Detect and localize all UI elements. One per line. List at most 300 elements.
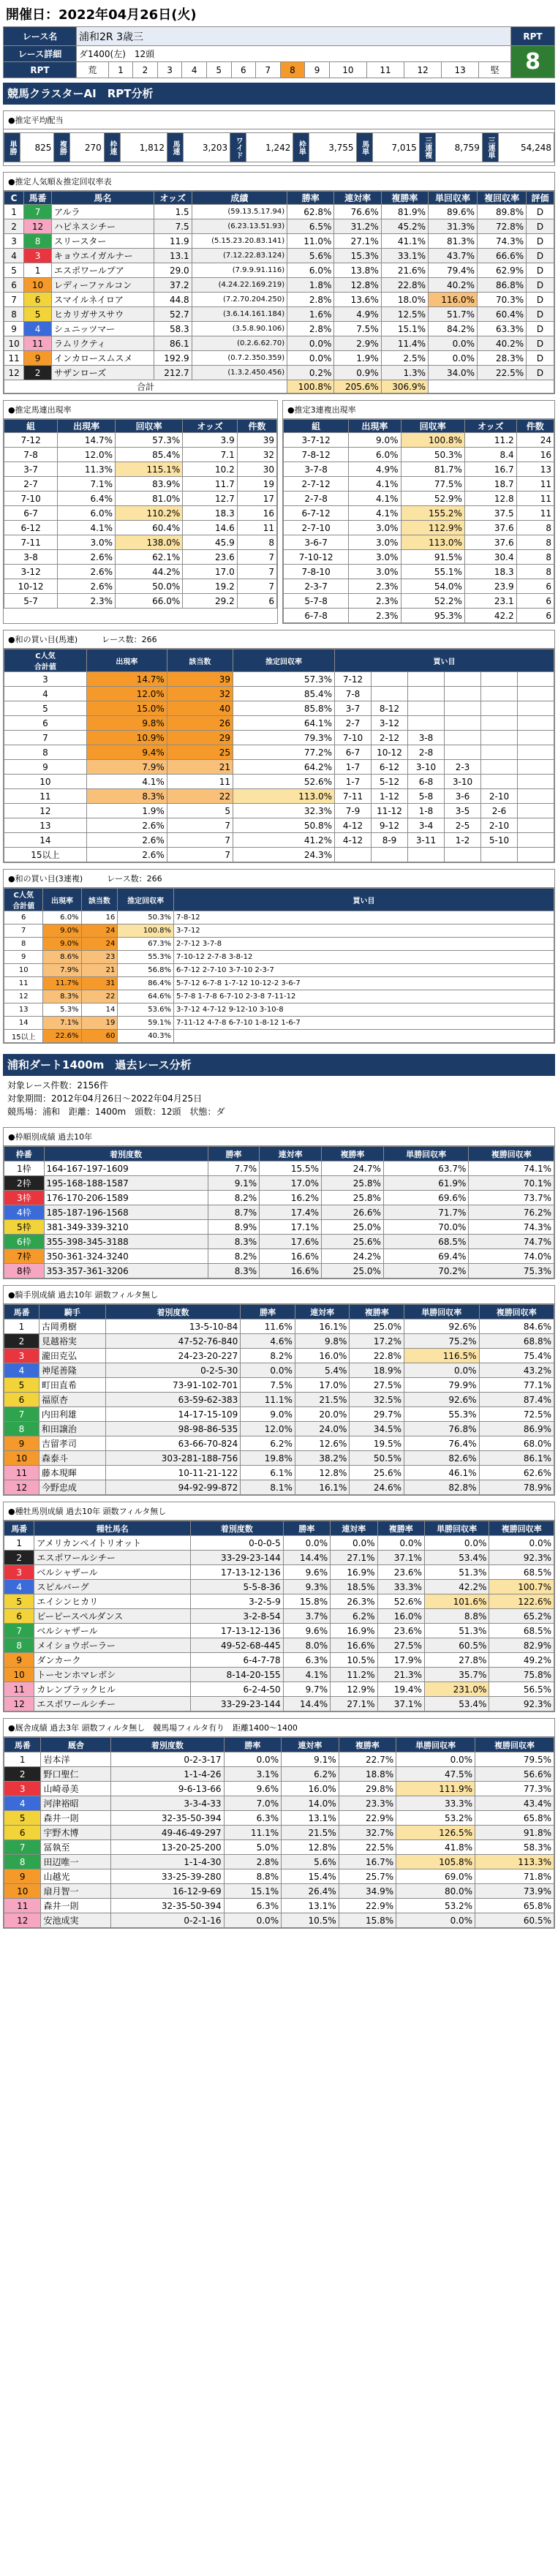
waku-cell: 8.3%: [208, 1264, 260, 1278]
sire-cell: 5: [4, 1594, 34, 1609]
table-row: [4, 1319, 554, 1334]
san-cell: 16.7: [464, 462, 516, 477]
san-cell: 77.5%: [401, 477, 464, 492]
table-row: [4, 1580, 554, 1594]
tan-cell: 17.0: [183, 565, 238, 579]
san-cell: 24: [516, 433, 554, 448]
san-cell: 3-6-7: [284, 535, 349, 550]
table-row: [4, 278, 554, 293]
comb2-cell: 7: [4, 924, 43, 938]
tan-cell: 7-12: [4, 433, 58, 448]
table-row: [4, 1161, 554, 1176]
payout-label: 三連複: [419, 133, 435, 162]
comb1-bet: 2-7: [335, 716, 372, 731]
tan-cell: 2.3%: [58, 594, 116, 609]
pop-cell: 37.2: [154, 278, 192, 293]
rpt-head: RPT: [511, 27, 555, 46]
trainer-cell: 1-1-4-26: [111, 1767, 224, 1782]
tan-cell: 32: [237, 448, 276, 462]
payout-value: 54,248: [498, 133, 554, 162]
pop-cell: 60.4%: [478, 307, 527, 322]
trainer-cell: 5: [4, 1811, 41, 1826]
jockey-cell: 21.5%: [295, 1393, 350, 1407]
comb1-bet: [445, 716, 481, 731]
trainer-cell: 0-2-1-16: [111, 1913, 224, 1928]
tan-cell: 60.4%: [116, 521, 183, 535]
sire-cell: 53.4%: [424, 1697, 489, 1711]
payout-label: 馬単: [356, 133, 372, 162]
race-name: 浦和2R 3歳三: [77, 27, 511, 46]
comb1-bet: 3-11: [408, 833, 445, 848]
table-row: [4, 990, 554, 1003]
san-cell: 112.9%: [401, 521, 464, 535]
waku-cell: 71.7%: [383, 1205, 469, 1220]
sire-cell: 75.8%: [489, 1668, 554, 1682]
waku-cell: 25.8%: [322, 1176, 384, 1191]
pop-cell: 15.1%: [381, 322, 428, 336]
jockey-cell: 9: [4, 1436, 39, 1451]
san-cell: 3-7-8: [284, 462, 349, 477]
trainer-cell: 9.1%: [282, 1752, 339, 1767]
san-cell: 2-7-12: [284, 477, 349, 492]
waku-cell: 8.2%: [208, 1249, 260, 1264]
tan-cell: 18.3: [183, 506, 238, 521]
table-row: [4, 964, 554, 977]
umaren-table: [4, 419, 277, 609]
waku-cell: 8枠: [4, 1264, 45, 1278]
waku-cell: 16.6%: [260, 1249, 322, 1264]
pop-cell: 44.8: [154, 293, 192, 307]
pop-cell: (5.15.23.20.83.141): [192, 234, 287, 249]
table-row: [4, 701, 554, 716]
table-row: [284, 492, 554, 506]
jockey-cell: 14-17-15-109: [105, 1407, 240, 1422]
jockey-cell: 46.1%: [404, 1466, 479, 1480]
trainer-header: 馬番: [4, 1738, 41, 1752]
comb1-cell: 15.0%: [86, 701, 167, 716]
tan-cell: 7.1%: [58, 477, 116, 492]
san-cell: 11: [516, 492, 554, 506]
comb1-bet: [372, 687, 408, 701]
comb1-bet: [445, 701, 481, 716]
jockey-cell: 86.1%: [479, 1451, 554, 1466]
comb1-cell: 9.8%: [86, 716, 167, 731]
comb1-cell: 26: [167, 716, 233, 731]
table-row: [4, 1205, 554, 1220]
table-row: [4, 351, 554, 366]
sire-cell: 6.2%: [331, 1609, 377, 1624]
jockey-cell: 吉留孝司: [39, 1436, 105, 1451]
tan-header: 組: [4, 420, 58, 433]
rpt-scale-cell: 堅: [479, 62, 511, 78]
avg-payout-table: [4, 132, 554, 162]
pop-cell: (7.2.70.204.250): [192, 293, 287, 307]
trainer-cell: 12: [4, 1913, 41, 1928]
san-cell: 100.8%: [401, 433, 464, 448]
jockey-cell: 7: [4, 1407, 39, 1422]
jockey-cell: 20.0%: [295, 1407, 350, 1422]
jockey-cell: 見越裕実: [39, 1334, 105, 1349]
pop-header: 単回収率: [429, 192, 478, 205]
pop-cell: 79.4%: [429, 263, 478, 278]
jockey-cell: 0.0%: [404, 1363, 479, 1378]
comb1-bet: [518, 701, 554, 716]
comb1-cell: 32: [167, 687, 233, 701]
jockey-cell: 72.5%: [479, 1407, 554, 1422]
sire-cell: 4: [4, 1580, 34, 1594]
comb2-cell: 2-7-12 3-7-8: [174, 938, 554, 951]
jockey-cell: 75.2%: [404, 1334, 479, 1349]
trainer-cell: 73.9%: [475, 1884, 554, 1899]
comb1-bet: 2-5: [445, 818, 481, 833]
pop-cell: D: [527, 205, 554, 219]
waku-cell: 195-168-188-1587: [44, 1176, 208, 1191]
tan-cell: 83.9%: [116, 477, 183, 492]
san-cell: 12.8: [464, 492, 516, 506]
trainer-cell: 3-3-4-33: [111, 1796, 224, 1811]
jockey-cell: 神尾善隆: [39, 1363, 105, 1378]
sire-cell: 16.9%: [331, 1624, 377, 1638]
trainer-cell: 森井一則: [41, 1899, 111, 1913]
jockey-header: 連対率: [295, 1305, 350, 1319]
sanrenpuku-title: ●推定3連複出現率: [283, 401, 554, 419]
pop-cell: 0.9%: [334, 366, 381, 380]
pop-cell: D: [527, 234, 554, 249]
jockey-cell: 12.6%: [295, 1436, 350, 1451]
sire-cell: 8: [4, 1638, 34, 1653]
san-cell: 7-8-12: [284, 448, 349, 462]
waku-cell: 350-361-324-3240: [44, 1249, 208, 1264]
san-cell: 37.6: [464, 535, 516, 550]
tan-cell: 5-7: [4, 594, 58, 609]
jockey-cell: 13-5-10-84: [105, 1319, 240, 1334]
pop-cell: 62.9%: [478, 263, 527, 278]
waku-cell: 17.0%: [260, 1176, 322, 1191]
waku-header: 勝率: [208, 1147, 260, 1161]
pop-total: 100.8%: [287, 380, 334, 393]
comb1-cell: 13: [4, 818, 87, 833]
pop-header: 馬名: [51, 192, 154, 205]
comb2-cell: 14: [81, 1003, 118, 1017]
table-row: [4, 506, 277, 521]
san-cell: 23.9: [464, 579, 516, 594]
san-cell: 2.3%: [349, 594, 401, 609]
sire-cell: トーセンホマレボシ: [34, 1668, 191, 1682]
payout-value: 825: [20, 133, 54, 162]
waku-cell: 25.6%: [322, 1235, 384, 1249]
trainer-cell: 6: [4, 1826, 41, 1840]
sire-header: 単勝回収率: [424, 1521, 489, 1536]
jockey-cell: 12: [4, 1480, 39, 1495]
sire-cell: 56.5%: [489, 1682, 554, 1697]
jockey-header: 騎手: [39, 1305, 105, 1319]
sire-cell: 11.2%: [331, 1668, 377, 1682]
waku-cell: 381-349-339-3210: [44, 1220, 208, 1235]
table-row: [4, 249, 554, 263]
trainer-cell: 16.7%: [339, 1855, 396, 1869]
san-cell: 3-7-12: [284, 433, 349, 448]
jockey-cell: 5: [4, 1378, 39, 1393]
sire-cell: スピルバーグ: [34, 1580, 191, 1594]
san-cell: 37.5: [464, 506, 516, 521]
tan-cell: 6-12: [4, 521, 58, 535]
comb1-bet: [518, 760, 554, 775]
table-row: [4, 521, 277, 535]
table-row: [4, 1030, 554, 1043]
jockey-cell: 82.8%: [404, 1480, 479, 1495]
tan-cell: 85.4%: [116, 448, 183, 462]
table-row: [4, 492, 277, 506]
table-row: [4, 1393, 554, 1407]
comb1-bet: [445, 672, 481, 687]
jockey-cell: 55.3%: [404, 1407, 479, 1422]
pop-cell: 52.7: [154, 307, 192, 322]
comb1-bet: [445, 731, 481, 745]
pop-header: C: [4, 192, 24, 205]
sire-cell: 10.5%: [331, 1653, 377, 1668]
jockey-cell: 94-92-99-872: [105, 1480, 240, 1495]
pop-cell: 40.2%: [478, 336, 527, 351]
trainer-cell: 41.8%: [396, 1840, 475, 1855]
sire-cell: 5-5-8-36: [191, 1580, 284, 1594]
comb1-bet: [445, 848, 481, 862]
table-row: [4, 1782, 554, 1796]
pop-cell: 84.2%: [429, 322, 478, 336]
comb1-cell: 9.4%: [86, 745, 167, 760]
jockey-cell: 0-2-5-30: [105, 1363, 240, 1378]
trainer-cell: 9.6%: [224, 1782, 282, 1796]
table-row: [4, 1536, 554, 1551]
jockey-cell: 73-91-102-701: [105, 1378, 240, 1393]
pop-cell: 11: [4, 351, 24, 366]
sire-cell: 26.3%: [331, 1594, 377, 1609]
pop-cell: (0.7.2.350.359): [192, 351, 287, 366]
jockey-cell: 1: [4, 1319, 39, 1334]
pop-cell: レディーファルコン: [51, 278, 154, 293]
umaren-box: [3, 400, 278, 624]
waku-cell: 3枠: [4, 1191, 45, 1205]
comb2-header: 該当数: [81, 889, 118, 911]
pop-cell: 86.8%: [478, 278, 527, 293]
comb1-cell: 50.8%: [233, 818, 335, 833]
rpt-value: 8: [511, 46, 555, 78]
jockey-cell: 今野忠成: [39, 1480, 105, 1495]
table-row: [4, 938, 554, 951]
comb2-cell: 6.0%: [43, 911, 81, 924]
pop-cell: 1.6%: [287, 307, 334, 322]
sire-cell: 23.6%: [377, 1624, 424, 1638]
comb1-bet: [481, 745, 518, 760]
table-row: [4, 1003, 554, 1017]
pop-cell: シュニッツマー: [51, 322, 154, 336]
jockey-cell: 62.6%: [479, 1466, 554, 1480]
payout-label: 三連単: [482, 133, 498, 162]
comb1-bet: 6-12: [372, 760, 408, 775]
comb1-cell: 85.8%: [233, 701, 335, 716]
san-cell: 5-7-8: [284, 594, 349, 609]
trainer-cell: 3.1%: [224, 1767, 282, 1782]
pop-header: 連対率: [334, 192, 381, 205]
payout-value: 1,812: [120, 133, 167, 162]
sire-cell: 6-4-7-78: [191, 1653, 284, 1668]
umaren-title: ●推定馬連出現率: [4, 401, 277, 419]
jockey-cell: 16.1%: [295, 1319, 350, 1334]
pop-cell: 2: [4, 219, 24, 234]
sire-cell: アメリカンペイトリオット: [34, 1536, 191, 1551]
payout-label: 複勝: [54, 133, 70, 162]
sire-cell: 49-52-68-445: [191, 1638, 284, 1653]
trainer-cell: 105.8%: [396, 1855, 475, 1869]
table-row: [4, 1638, 554, 1653]
table-row: [4, 804, 554, 818]
comb1-bet: [518, 775, 554, 789]
jockey-title: ●騎手別成績 過去10年 頭数フィルタ無し: [4, 1286, 554, 1304]
sire-cell: 1: [4, 1536, 34, 1551]
jockey-cell: 内田利雄: [39, 1407, 105, 1422]
table-row: [284, 535, 554, 550]
comb1-cell: 14.7%: [86, 672, 167, 687]
sire-cell: 4.1%: [283, 1668, 330, 1682]
san-cell: 8.4: [464, 448, 516, 462]
san-cell: 8: [516, 521, 554, 535]
tan-cell: 57.3%: [116, 433, 183, 448]
sire-cell: 16.0%: [377, 1609, 424, 1624]
tan-header: 回収率: [116, 420, 183, 433]
sire-cell: 8.0%: [283, 1638, 330, 1653]
comb2-cell: 59.1%: [118, 1017, 174, 1030]
san-cell: 16: [516, 448, 554, 462]
trainer-cell: 60.5%: [475, 1913, 554, 1928]
san-cell: 18.7: [464, 477, 516, 492]
comb1-bet: [481, 687, 518, 701]
san-cell: 7-10-12: [284, 550, 349, 565]
san-cell: 6-7-8: [284, 609, 349, 623]
tan-cell: 2.6%: [58, 565, 116, 579]
comb1-bet: 3-4: [408, 818, 445, 833]
pop-cell: 29.0: [154, 263, 192, 278]
tan-cell: 44.2%: [116, 565, 183, 579]
pop-cell: 62.8%: [287, 205, 334, 219]
comb1-cell: 2.6%: [86, 848, 167, 862]
san-cell: 4.1%: [349, 492, 401, 506]
table-row: [284, 521, 554, 535]
pop-cell: 0.0%: [287, 351, 334, 366]
pop-cell: (7.9.9.91.116): [192, 263, 287, 278]
tan-cell: 7-10: [4, 492, 58, 506]
payout-label: 枠単: [293, 133, 309, 162]
jockey-cell: 9.0%: [241, 1407, 295, 1422]
payout-value: 3,755: [309, 133, 356, 162]
table-row: [4, 448, 277, 462]
sire-cell: ダンカーク: [34, 1653, 191, 1668]
comb1-cell: 32.3%: [233, 804, 335, 818]
sire-cell: 9.6%: [283, 1565, 330, 1580]
pop-cell: 1: [4, 205, 24, 219]
pop-cell: 22.8%: [381, 278, 428, 293]
comb1-cell: 5: [167, 804, 233, 818]
jockey-cell: 98-98-86-535: [105, 1422, 240, 1436]
trainer-cell: 5.0%: [224, 1840, 282, 1855]
waku-cell: 8.9%: [208, 1220, 260, 1235]
rpt-scale-cell: 荒: [77, 62, 109, 78]
race-name-label: レース名: [4, 27, 77, 46]
waku-cell: 9.1%: [208, 1176, 260, 1191]
pop-cell: 6.5%: [287, 219, 334, 234]
waku-cell: 25.0%: [322, 1220, 384, 1235]
comb2-cell: 3-7-12: [174, 924, 554, 938]
sum-umaren-table: [4, 649, 554, 862]
waku-cell: 74.3%: [469, 1220, 554, 1235]
sire-cell: 15.8%: [283, 1594, 330, 1609]
trainer-cell: 13-20-25-200: [111, 1840, 224, 1855]
waku-box: [3, 1127, 555, 1279]
jockey-cell: 63-66-70-824: [105, 1436, 240, 1451]
tan-cell: 39: [237, 433, 276, 448]
pop-cell: 212.7: [154, 366, 192, 380]
table-row: [4, 1811, 554, 1826]
trainer-cell: 7.0%: [224, 1796, 282, 1811]
san-cell: 81.7%: [401, 462, 464, 477]
comb2-cell: 9.0%: [43, 938, 81, 951]
comb1-bet: 7-12: [335, 672, 372, 687]
pop-cell: 0.0%: [429, 336, 478, 351]
table-row: [4, 1884, 554, 1899]
sire-cell: 82.9%: [489, 1638, 554, 1653]
comb1-cell: 25: [167, 745, 233, 760]
jockey-cell: 6.2%: [241, 1436, 295, 1451]
sire-cell: 51.3%: [424, 1624, 489, 1638]
comb1-bet: 3-7: [335, 701, 372, 716]
trainer-cell: 0.0%: [224, 1913, 282, 1928]
pop-cell: D: [527, 336, 554, 351]
jockey-cell: 92.6%: [404, 1393, 479, 1407]
comb2-cell: 23: [81, 951, 118, 964]
san-cell: 23.1: [464, 594, 516, 609]
trainer-cell: 32-35-50-394: [111, 1899, 224, 1913]
sire-cell: 9.7%: [283, 1682, 330, 1697]
sire-header: 複勝率: [377, 1521, 424, 1536]
san-cell: 54.0%: [401, 579, 464, 594]
trainer-cell: 3: [4, 1782, 41, 1796]
pop-cell: 27.1%: [334, 234, 381, 249]
jockey-cell: 76.4%: [404, 1436, 479, 1451]
trainer-cell: 32-35-50-394: [111, 1811, 224, 1826]
pop-total-label: 合計: [4, 380, 287, 393]
trainer-cell: 2.8%: [224, 1855, 282, 1869]
table-row: [284, 433, 554, 448]
comb1-bet: [481, 760, 518, 775]
san-cell: 113.0%: [401, 535, 464, 550]
pop-cell: 74.3%: [478, 234, 527, 249]
ai-section-title: 競馬クラスターAI RPT分析: [3, 83, 555, 105]
jockey-cell: 92.6%: [404, 1319, 479, 1334]
pop-cell: 1: [24, 263, 52, 278]
sire-cell: 9.6%: [283, 1624, 330, 1638]
comb1-bet: [481, 731, 518, 745]
sire-cell: ベルシャザール: [34, 1565, 191, 1580]
sire-header: 勝率: [283, 1521, 330, 1536]
waku-cell: 76.2%: [469, 1205, 554, 1220]
waku-cell: 16.2%: [260, 1191, 322, 1205]
pop-cell: 7: [24, 205, 52, 219]
table-row: [4, 565, 277, 579]
comb2-cell: 8.3%: [43, 990, 81, 1003]
sum-sanren-count: レース数：266: [107, 874, 162, 884]
comb2-cell: 11.7%: [43, 977, 81, 990]
sire-cell: 27.5%: [377, 1638, 424, 1653]
san-cell: 52.9%: [401, 492, 464, 506]
waku-cell: 16.6%: [260, 1264, 322, 1278]
